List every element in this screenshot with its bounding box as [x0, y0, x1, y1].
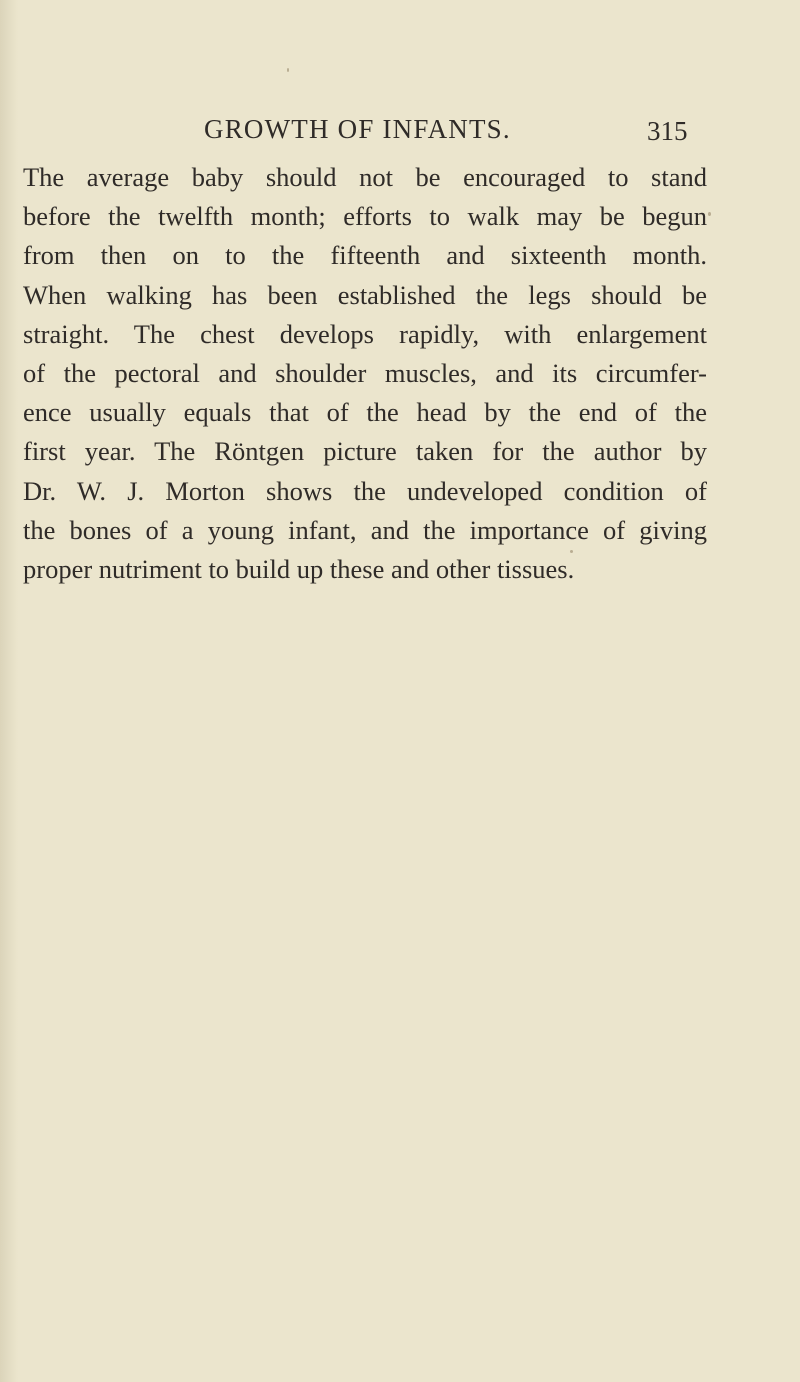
text-line: The average baby should not be encouraged to stand: [23, 162, 707, 192]
text-line: before the twelfth month; efforts to walk may be begun: [23, 201, 707, 232]
text-line: Dr. W. J. Morton shows the undeveloped condition of: [23, 475, 707, 506]
running-head: [0, 109, 800, 149]
running-title: GROWTH OF INFANTS.: [204, 114, 511, 144]
text-line: proper nutriment to build up these and other tissues.: [23, 553, 575, 584]
body-paragraph: [23, 158, 707, 589]
text-line: ence usually equals that of the head by the end of the: [23, 397, 707, 428]
text-line: of the pectoral and shoulder muscles, and its circumfer-: [23, 357, 707, 388]
page-number: 315: [647, 116, 688, 146]
paper-speck: [708, 212, 711, 216]
text-line: first year. The Röntgen picture taken for the author by: [23, 436, 707, 467]
text-line: When walking has been established the legs should be: [23, 279, 707, 310]
text-line: straight. The chest develops rapidly, with enlargement: [23, 318, 707, 349]
text-line: from then on to the fifteenth and sixteenth month.: [23, 240, 707, 271]
text-line: the bones of a young infant, and the importance of giving: [23, 514, 707, 545]
paper-speck: [287, 68, 289, 72]
paper-speck: [570, 550, 573, 553]
